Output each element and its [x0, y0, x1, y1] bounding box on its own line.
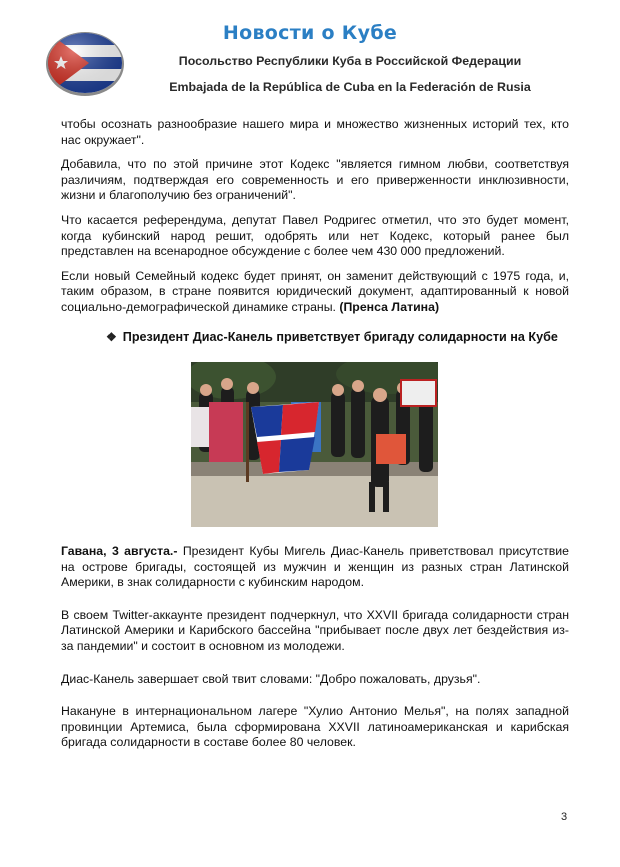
article-1-body	[61, 117, 569, 325]
paragraph	[61, 544, 569, 591]
paragraph: Диас-Канель завершает свой твит словами: "Добро пожаловать, друзья".	[61, 671, 481, 686]
brigade-photo	[191, 362, 438, 527]
paragraph: Что касается референдума, депутат Павел Родригес отметил, что это будет момент, когда кубинский народ решит, одобрять или нет Кодекс, который ранее был представлен на всенародное обсуждение с более чем 430 000 предложений.	[61, 212, 569, 259]
article-2-body	[61, 544, 569, 768]
paragraph	[61, 269, 569, 316]
paragraph: Добавила, что по этой причине этот Кодекс "является гимном любви, соответствуя различиям, подтверждая его современность и его приверженности инклюзивности, жизни и благополучию без ограничений".	[61, 157, 569, 203]
bullet-diamond-icon: ❖	[106, 330, 117, 344]
dateline: Гавана, 3 августа.-	[61, 544, 178, 558]
source-credit: (Пренса Латина)	[339, 299, 440, 314]
header-title: Новости о Кубе	[222, 22, 398, 44]
article-2-heading	[106, 330, 576, 344]
paragraph: Накануне в интернациональном лагере "Хулио Антонио Мелья", на полях западной провинции Артемиса, была сформирована XXVII латиноамериканская и карибская бригада солидарности в составе более 80 человек.	[61, 704, 569, 750]
embassy-name-ru: Посольство Республики Куба в Российской Федерации	[178, 54, 522, 68]
paragraph: В своем Twitter-аккаунте президент подчеркнул, что XXVII бригада солидарности стран Латинской Америки и Карибского бассейна "прибывает после двух лет бездействия из-за пандемии" и состоит в основном из молодежи.	[61, 607, 569, 653]
page-number: 3	[561, 811, 568, 823]
embassy-name-es: Embajada de la República de Cuba en la Federación de Rusia	[169, 80, 531, 94]
paragraph: чтобы осознать разнообразие нашего мира и множество жизненных историй тех, кто нас окружает".	[61, 117, 569, 147]
paragraph-text: Президент Кубы Мигель Диас-Канель приветствовал присутствие на острове бригады, состоящей из мужчин и женщин из разных стран Латинской Америки, в знак солидарности с кубинским народом.	[61, 544, 569, 590]
paragraph-text: Если новый Семейный кодекс будет принят, он заменит действующий с 1975 года, и, таким образом, в стране появится юридический документ, адаптированный к новой социально-демографической динамике страны.	[61, 268, 569, 314]
article-2-title: Президент Диас-Канель приветствует бригаду солидарности на Кубе	[122, 330, 558, 344]
